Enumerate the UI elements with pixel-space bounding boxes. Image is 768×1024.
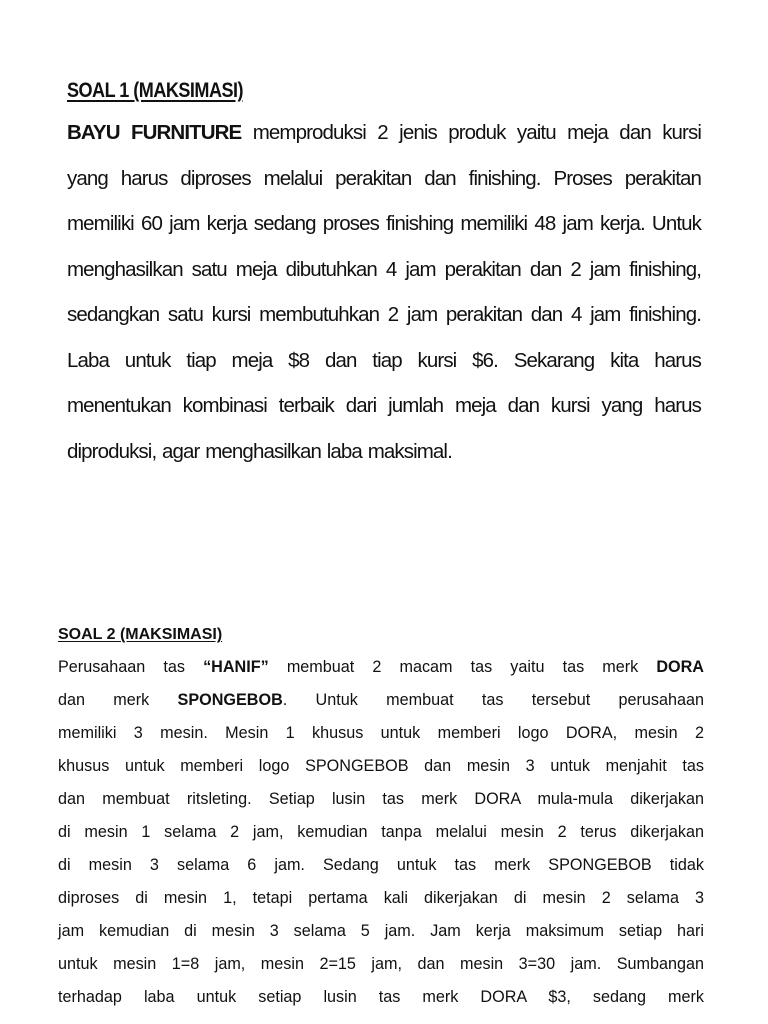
soal-2-line: khusus untuk memberi logo SPONGEBOB dan mesin 3 untuk menjahit tas	[58, 757, 704, 775]
soal-2-line: di mesin 3 selama 6 jam. Sedang untuk tas merk SPONGEBOB tidak	[58, 856, 704, 874]
soal-1-paragraph	[67, 110, 701, 474]
brand-spongebob: SPONGEBOB	[177, 691, 283, 709]
soal-1-line: yang harus diproses melalui perakitan dan finishing. Proses perakitan	[67, 166, 701, 190]
soal-1-line: BAYU FURNITURE memproduksi 2 jenis produk yaitu meja dan kursi	[67, 121, 701, 144]
soal-2-section	[58, 625, 704, 1014]
soal-2-line: memiliki 3 mesin. Mesin 1 khusus untuk memberi logo DORA, mesin 2	[58, 724, 704, 742]
soal-1-line: diproduksi, agar menghasilkan laba maksimal.	[67, 439, 452, 463]
soal-2-line: dan membuat ritsleting. Setiap lusin tas merk DORA mula-mula dikerjakan	[58, 790, 704, 808]
company-name: BAYU FURNITURE	[67, 121, 242, 144]
soal-1-line: menghasilkan satu meja dibutuhkan 4 jam perakitan dan 2 jam finishing,	[67, 257, 701, 281]
soal-2-line: terhadap laba untuk setiap lusin tas merk DORA $3, sedang merk	[58, 988, 704, 1006]
soal-1-section	[67, 78, 701, 474]
soal-2-line: diproses di mesin 1, tetapi pertama kali dikerjakan di mesin 2 selama 3	[58, 889, 704, 907]
soal-1-line: menentukan kombinasi terbaik dari jumlah meja dan kursi yang harus	[67, 394, 701, 417]
soal-1-line: memiliki 60 jam kerja sedang proses finishing memiliki 48 jam kerja. Untuk	[67, 212, 701, 235]
soal-2-line: di mesin 1 selama 2 jam, kemudian tanpa melalui mesin 2 terus dikerjakan	[58, 823, 704, 841]
soal-2-line: dan merk SPONGEBOB. Untuk membuat tas tersebut perusahaan	[58, 691, 704, 709]
soal-2-heading: SOAL 2 (MAKSIMASI)	[58, 626, 223, 643]
company-name: “HANIF”	[203, 658, 269, 676]
soal-2-paragraph	[58, 651, 704, 1014]
soal-1-line: Laba untuk tiap meja $8 dan tiap kursi $6. Sekarang kita harus	[67, 348, 701, 372]
soal-2-line: jam kemudian di mesin 3 selama 5 jam. Jam kerja maksimum setiap hari	[58, 922, 704, 940]
soal-2-line: Perusahaan tas “HANIF” membuat 2 macam tas yaitu tas merk DORA	[58, 658, 704, 676]
soal-1-heading: SOAL 1 (MAKSIMASI)	[67, 79, 244, 102]
soal-1-line: sedangkan satu kursi membutuhkan 2 jam perakitan dan 4 jam finishing.	[67, 303, 701, 326]
soal-2-line: untuk mesin 1=8 jam, mesin 2=15 jam, dan mesin 3=30 jam. Sumbangan	[58, 955, 704, 973]
brand-dora: DORA	[656, 658, 704, 676]
